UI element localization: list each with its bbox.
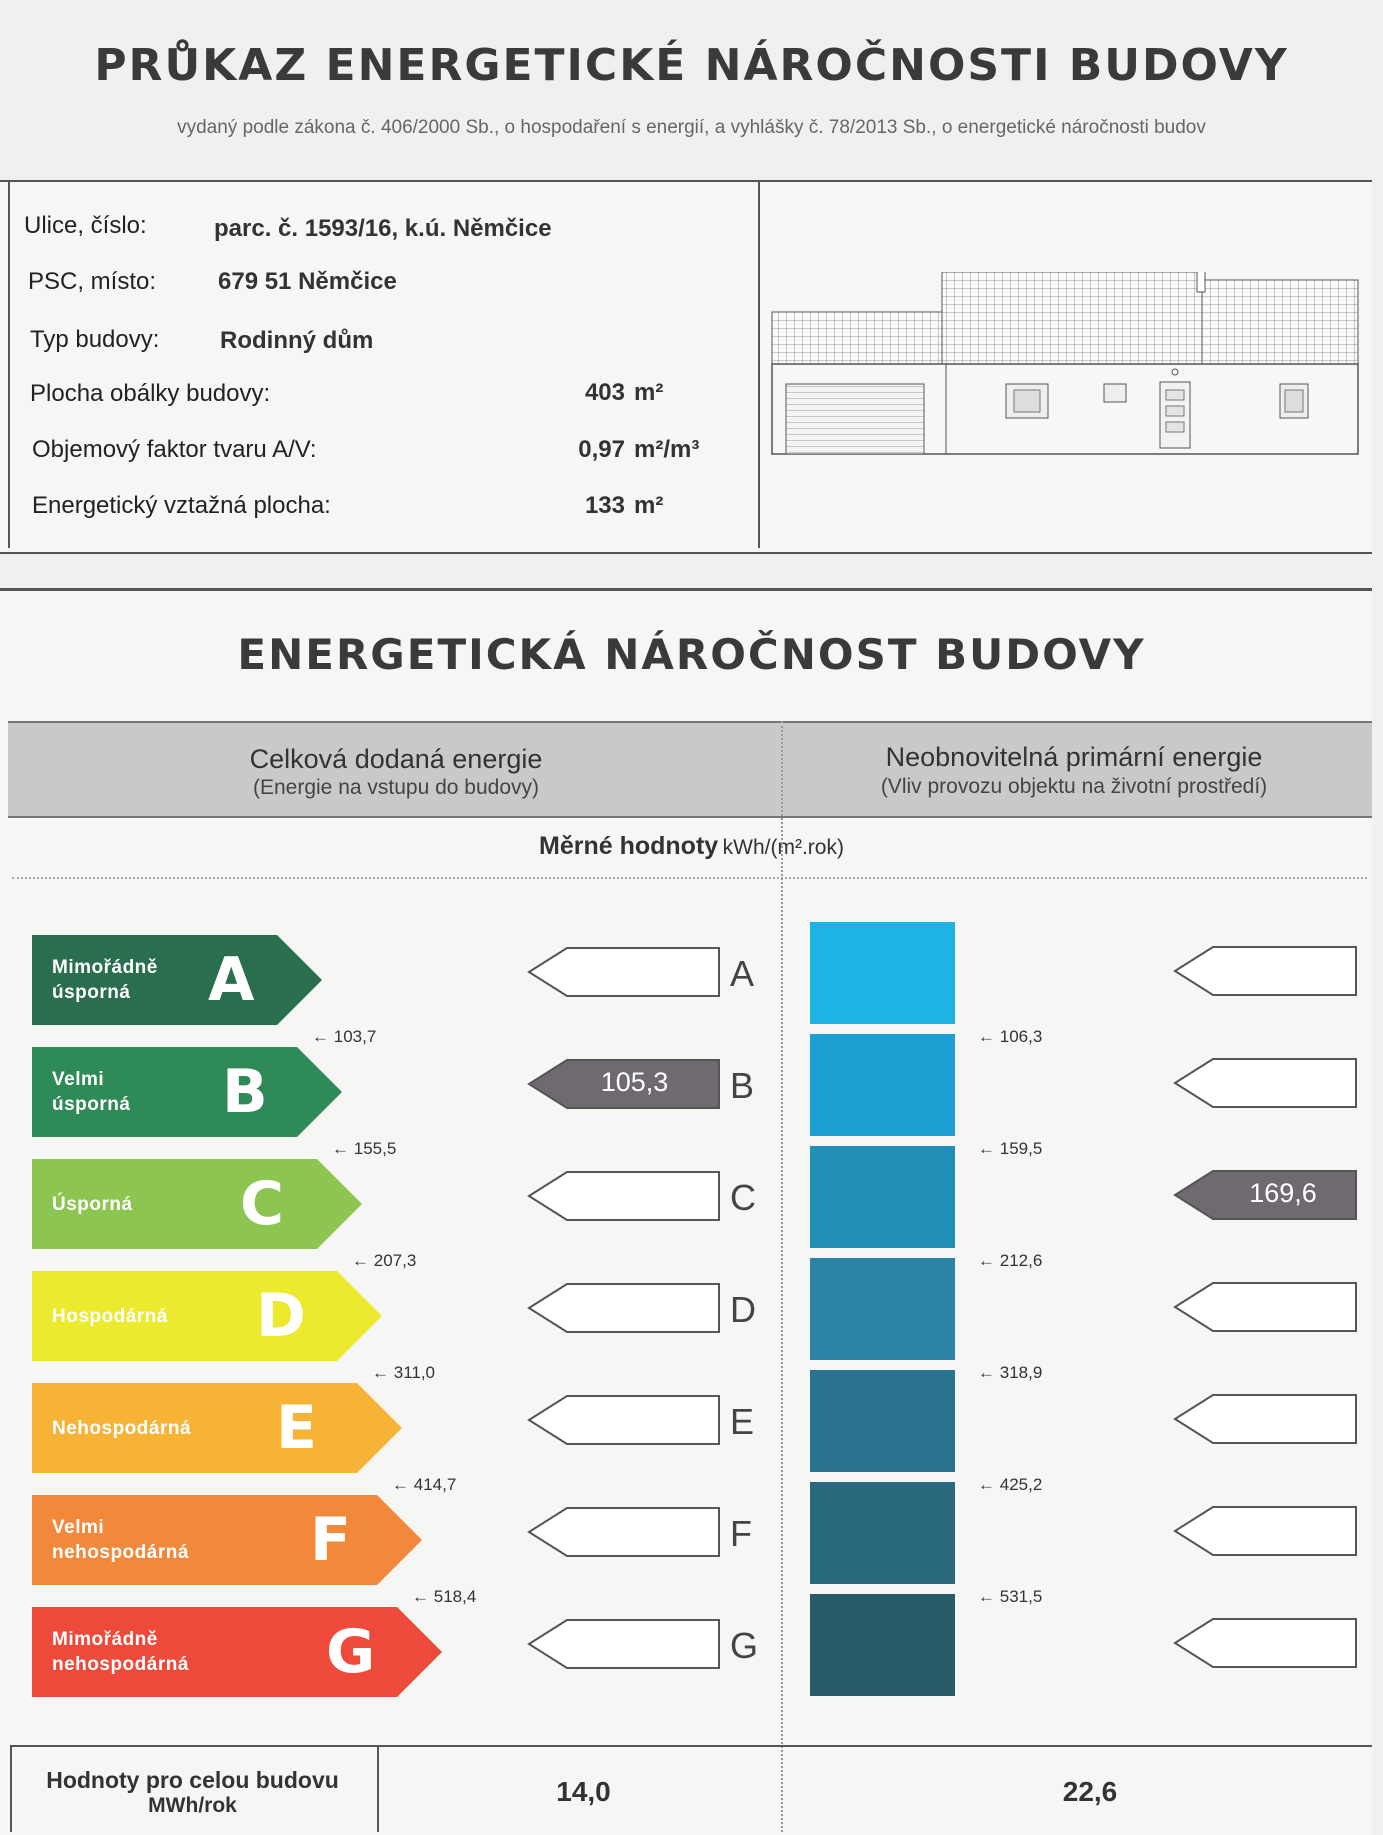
reference-area-label: Energetický vztažná plocha: <box>32 492 331 519</box>
threshold-arrow-icon: ← <box>978 1027 1000 1046</box>
class-letter-g: G <box>730 1625 759 1666</box>
threshold-arrow-icon: ← <box>352 1251 374 1270</box>
right-pointer-shape-f <box>1175 1507 1356 1555</box>
energy-class-bar-e <box>32 1383 402 1473</box>
right-pointer-shape-b <box>1175 1059 1356 1107</box>
right-pointer-outline-b <box>1173 1057 1358 1109</box>
right-threshold-value-a: 106,3 <box>999 1027 1043 1046</box>
primary-energy-band-b <box>810 1034 955 1136</box>
right-threshold-e <box>978 1475 1042 1495</box>
column-divider <box>781 721 783 1832</box>
left-pointer-shape-c <box>529 1172 719 1220</box>
energy-class-label-line1-f: Velmi <box>52 1517 105 1538</box>
energy-class-bar-d <box>32 1271 382 1361</box>
energy-class-label-line1-a: Mimořádně <box>52 957 158 978</box>
delivered-energy-marker <box>527 1058 722 1110</box>
left-pointer-shape-g <box>529 1620 719 1668</box>
energy-class-label-line1-c: Úsporná <box>52 1193 133 1215</box>
totals-unit: MWh/rok <box>148 1794 237 1817</box>
class-letter-e: E <box>730 1401 755 1442</box>
threshold-arrow-icon: ← <box>412 1587 434 1606</box>
energy-class-label-text-g <box>52 1627 189 1677</box>
energy-class-label-line2-f: nehospodárná <box>52 1542 189 1563</box>
left-pointer-shape-e <box>529 1396 719 1444</box>
threshold-arrow-icon: ← <box>978 1363 1000 1382</box>
building-type-label: Typ budovy: <box>30 326 160 353</box>
primary-energy-band-a <box>810 922 955 1024</box>
left-pointer-outline-a <box>527 946 722 998</box>
left-threshold-d <box>372 1363 435 1383</box>
shape-factor-value: 0,97 <box>578 436 625 463</box>
delivered-energy-value: 105,3 <box>600 1067 669 1097</box>
threshold-arrow-icon: ← <box>978 1139 1000 1158</box>
threshold-arrow-icon: ← <box>332 1139 354 1158</box>
left-threshold-value-e: 414,7 <box>413 1475 457 1494</box>
total-delivered-energy-value: 14,0 <box>556 1776 611 1807</box>
right-pointer-outline-e <box>1173 1393 1358 1445</box>
psc-value: 679 51 Němčice <box>218 268 397 295</box>
street-value: parc. č. 1593/16, k.ú. Němčice <box>214 215 552 242</box>
right-pointer-shape-e <box>1175 1395 1356 1443</box>
envelope-area-value: 403 <box>584 379 625 406</box>
right-threshold-value-b: 159,5 <box>999 1139 1043 1158</box>
certificate-subtitle: vydaný podle zákona č. 406/2000 Sb., o hospodaření s energií, a vyhlášky č. 78/2013 Sb., o energetické náročnosti budov <box>177 117 1206 138</box>
right-threshold-a <box>978 1027 1042 1047</box>
energy-class-letter-g: G <box>326 1617 376 1687</box>
envelope-area-unit: m² <box>634 379 664 406</box>
threshold-arrow-icon: ← <box>978 1251 1000 1270</box>
right-pointer-shape-a <box>1175 947 1356 995</box>
specific-values-caption <box>0 832 1383 861</box>
threshold-arrow-icon: ← <box>392 1475 414 1494</box>
energy-class-label-text-f <box>52 1515 189 1565</box>
column-header-bar <box>8 721 1372 818</box>
energy-class-bar-a <box>32 935 322 1025</box>
energy-class-letter-e: E <box>276 1393 317 1463</box>
energy-class-label-a <box>52 935 158 1025</box>
right-column-subtitle: (Vliv provozu objektu na životní prostředí) <box>880 775 1268 798</box>
left-threshold-e <box>392 1475 456 1495</box>
energy-section-title: ENERGETICKÁ NÁROČNOST BUDOVY <box>237 630 1146 679</box>
primary-energy-band-f <box>810 1482 955 1584</box>
energy-class-label-text-b <box>52 1067 130 1117</box>
left-threshold-f <box>412 1587 476 1607</box>
primary-energy-band-e <box>810 1370 955 1472</box>
left-threshold-a <box>312 1027 376 1047</box>
reference-area-value: 133 <box>584 492 625 519</box>
energy-class-label-g <box>52 1607 189 1697</box>
right-threshold-value-f: 531,5 <box>999 1587 1043 1606</box>
energy-class-bar-g <box>32 1607 442 1697</box>
primary-energy-marker <box>1173 1169 1358 1221</box>
left-column-title: Celková dodaná energie <box>249 744 543 774</box>
class-letter-a: A <box>730 953 755 994</box>
right-threshold-d <box>978 1363 1042 1383</box>
left-threshold-value-a: 103,7 <box>333 1027 377 1046</box>
threshold-arrow-icon: ← <box>312 1027 334 1046</box>
left-pointer-shape-f <box>529 1508 719 1556</box>
primary-energy-band-c <box>810 1146 955 1248</box>
energy-class-label-line2-a: úsporná <box>52 982 131 1003</box>
psc-label: PSC, místo: <box>28 268 157 295</box>
energy-class-label-line2-b: úsporná <box>52 1094 131 1115</box>
left-pointer-outline-d <box>527 1282 722 1334</box>
energy-class-label-text-d <box>52 1304 168 1329</box>
building-info-panel <box>0 180 1372 554</box>
class-letter-c: C <box>730 1177 756 1218</box>
street-label: Ulice, číslo: <box>24 212 147 239</box>
shape-factor-unit: m²/m³ <box>634 436 700 463</box>
right-column-title: Neobnovitelná primární energie <box>885 742 1263 772</box>
right-pointer-outline-f <box>1173 1505 1358 1557</box>
energy-class-label-line2-g: nehospodárná <box>52 1654 189 1675</box>
house-elevation-drawing <box>770 272 1360 462</box>
right-threshold-f <box>978 1587 1042 1607</box>
right-pointer-shape-d <box>1175 1283 1356 1331</box>
energy-class-letter-c: C <box>240 1169 285 1239</box>
energy-class-label-text-a <box>52 955 158 1005</box>
total-primary-energy-value: 22,6 <box>1062 1776 1118 1807</box>
energy-class-label-d <box>52 1271 168 1361</box>
right-threshold-value-c: 212,6 <box>999 1251 1043 1270</box>
energy-class-bar-b <box>32 1047 342 1137</box>
right-pointer-outline-d <box>1173 1281 1358 1333</box>
energy-class-bar-c <box>32 1159 362 1249</box>
specific-values-unit: kWh/(m².rok) <box>722 836 844 859</box>
class-letter-d: D <box>730 1289 756 1330</box>
threshold-arrow-icon: ← <box>372 1363 394 1382</box>
energy-class-letter-a: A <box>208 945 255 1015</box>
energy-class-label-text-e <box>52 1416 191 1441</box>
left-pointer-outline-g <box>527 1618 722 1670</box>
left-threshold-c <box>352 1251 416 1271</box>
energy-class-letter-b: B <box>222 1057 268 1127</box>
reference-area-unit: m² <box>634 492 664 519</box>
left-pointer-outline-e <box>527 1394 722 1446</box>
left-threshold-b <box>332 1139 396 1159</box>
energy-class-label-line1-g: Mimořádně <box>52 1629 158 1650</box>
threshold-arrow-icon: ← <box>978 1475 1000 1494</box>
specific-values-label: Měrné hodnoty <box>539 832 719 860</box>
energy-class-label-b <box>52 1047 130 1137</box>
right-pointer-shape-g <box>1175 1619 1356 1667</box>
threshold-arrow-icon: ← <box>978 1587 1000 1606</box>
energy-class-label-line1-b: Velmi <box>52 1069 105 1090</box>
left-threshold-value-f: 518,4 <box>433 1587 477 1606</box>
energy-class-letter-f: F <box>310 1505 351 1575</box>
energy-class-label-line1-d: Hospodárná <box>52 1305 168 1327</box>
energy-class-letter-d: D <box>256 1281 306 1351</box>
building-type-value: Rodinný dům <box>220 327 374 354</box>
left-pointer-outline-c <box>527 1170 722 1222</box>
shape-factor-label: Objemový faktor tvaru A/V: <box>32 436 317 463</box>
certificate-title: PRŮKAZ ENERGETICKÉ NÁROČNOSTI BUDOVY <box>94 40 1289 91</box>
right-threshold-value-e: 425,2 <box>999 1475 1043 1494</box>
class-letter-f: F <box>730 1513 752 1554</box>
right-pointer-outline-a <box>1173 945 1358 997</box>
energy-class-label-c <box>52 1159 133 1249</box>
left-threshold-value-d: 311,0 <box>393 1363 436 1382</box>
class-letter-b: B <box>730 1065 755 1106</box>
left-pointer-shape-d <box>529 1284 719 1332</box>
primary-energy-value: 169,6 <box>1249 1178 1317 1208</box>
right-threshold-b <box>978 1139 1042 1159</box>
right-threshold-c <box>978 1251 1042 1271</box>
envelope-area-label: Plocha obálky budovy: <box>30 380 271 407</box>
left-column-subtitle: (Energie na vstupu do budovy) <box>252 776 539 799</box>
primary-energy-band-d <box>810 1258 955 1360</box>
left-threshold-value-b: 155,5 <box>353 1139 397 1158</box>
energy-class-label-f <box>52 1495 189 1585</box>
right-threshold-value-d: 318,9 <box>999 1363 1043 1382</box>
energy-class-label-text-c <box>52 1192 133 1217</box>
dotted-divider <box>12 877 1367 879</box>
right-pointer-outline-g <box>1173 1617 1358 1669</box>
building-info-fields <box>8 182 760 548</box>
totals-label: Hodnoty pro celou budovu <box>46 1767 339 1793</box>
energy-class-label-line1-e: Nehospodárná <box>52 1417 192 1439</box>
energy-class-label-e <box>52 1383 191 1473</box>
left-threshold-value-c: 207,3 <box>373 1251 417 1270</box>
primary-energy-band-g <box>810 1594 955 1696</box>
left-pointer-shape-a <box>529 948 719 996</box>
energy-class-bar-f <box>32 1495 422 1585</box>
left-pointer-outline-f <box>527 1506 722 1558</box>
